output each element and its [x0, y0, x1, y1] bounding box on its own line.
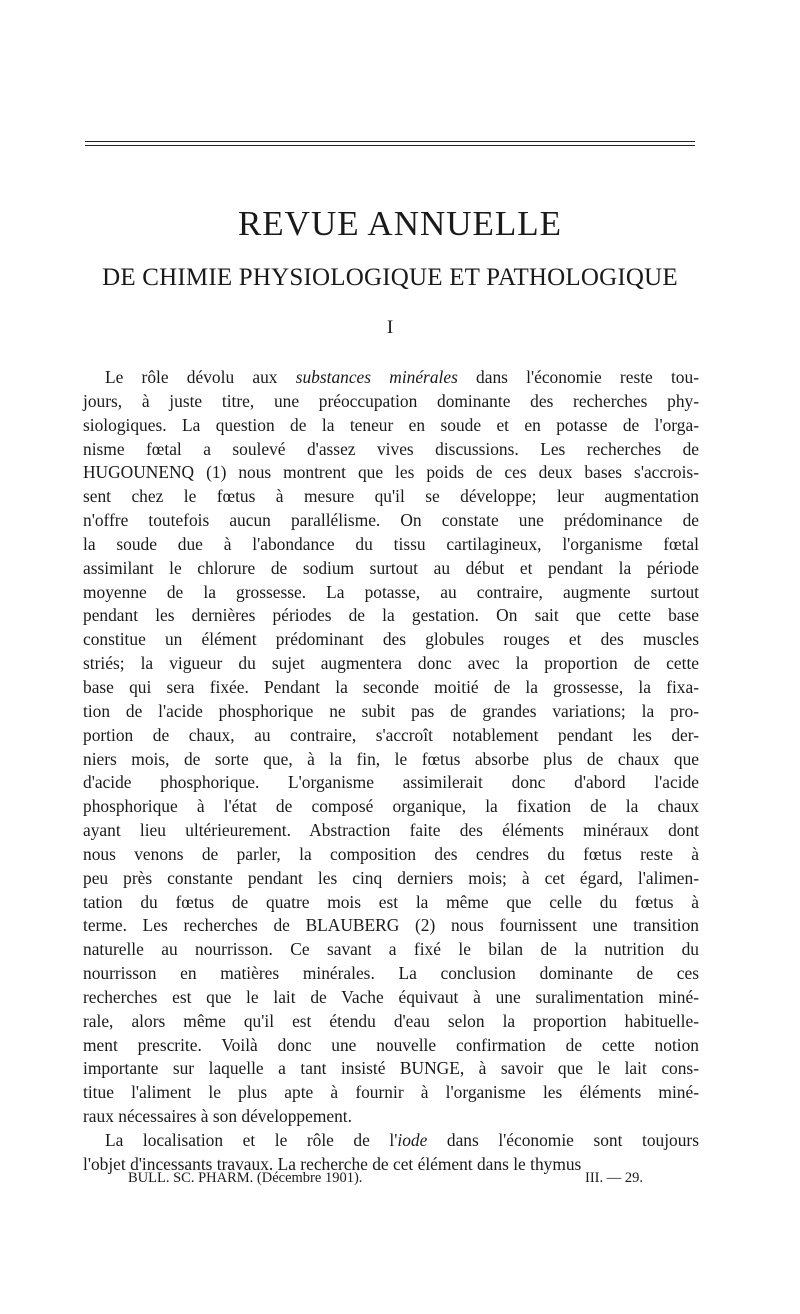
body-line: niers mois, de sorte que, à la fin, le fœtus absorbe plus de chaux que [83, 748, 699, 769]
body-line: ayant lieu ultérieurement. Abstraction faite des éléments minéraux dont [83, 820, 699, 841]
article-title: REVUE ANNUELLE [237, 204, 563, 243]
body-line: nourrisson en matières minérales. La conclusion dominante de ces [83, 963, 699, 984]
body-line: importante sur laquelle a tant insisté BUNGE, à savoir que le lait cons- [83, 1058, 699, 1079]
body-line: siologiques. La question de la teneur en soude et en potasse de l'orga- [83, 414, 699, 435]
body-line: n'offre toutefois aucun parallélisme. On constate une prédominance de [83, 510, 699, 531]
body-line: constitue un élément prédominant des globules rouges et des muscles [83, 629, 699, 650]
body-line: nisme fœtal a soulevé d'assez vives discussions. Les recherches de [83, 438, 699, 459]
body-line: titue l'aliment le plus apte à fournir à l'organisme les éléments miné- [83, 1082, 699, 1103]
body-line: assimilant le chlorure de sodium surtout au début et pendant la période [83, 557, 699, 578]
body-line: terme. Les recherches de BLAUBERG (2) nous fournissent une transition [83, 915, 699, 936]
body-line: naturelle au nourrisson. Ce savant a fixé le bilan de la nutrition du [83, 939, 699, 960]
body-line: Le rôle dévolu aux substances minérales dans l'économie reste tou- [105, 367, 699, 387]
body-line: HUGOUNENQ (1) nous montrent que les poids de ces deux bases s'accrois- [83, 462, 699, 483]
signature-mark: III. — 29. [585, 1170, 643, 1186]
body-text [83, 366, 699, 1177]
body-line: base qui sera fixée. Pendant la seconde moitié de la grossesse, la fixa- [83, 676, 699, 697]
body-line: pendant les dernières périodes de la gestation. On sait que cette base [83, 605, 699, 626]
header-double-rule [85, 141, 695, 146]
body-line: peu près constante pendant les cinq derniers mois; à cet égard, l'alimen- [83, 867, 699, 888]
body-line: l'objet d'incessants travaux. La recherche de cet élément dans le thymus [83, 1153, 582, 1174]
body-line: recherches est que le lait de Vache équivaut à une suralimentation miné- [83, 986, 699, 1007]
header-rule-bottom [85, 145, 695, 146]
body-line: jours, à juste titre, une préoccupation dominante des recherches phy- [83, 390, 699, 411]
body-line: nous venons de parler, la composition des cendres du fœtus reste à [83, 843, 699, 864]
body-line: La localisation et le rôle de l'iode dans l'économie sont toujours [105, 1130, 699, 1150]
body-line: phosphorique à l'état de composé organique, la fixation de la chaux [83, 796, 699, 817]
page-footer [0, 1170, 800, 1194]
body-line: striés; la vigueur du sujet augmentera donc avec la proportion de cette [83, 653, 699, 674]
header-rule-top [85, 141, 695, 142]
body-line: rale, alors même qu'il est étendu d'eau selon la proportion habituelle- [83, 1010, 699, 1031]
body-line: d'acide phosphorique. L'organisme assimilerait donc d'abord l'acide [83, 772, 699, 793]
body-line: portion de chaux, au contraire, s'accroît notablement pendant les der- [83, 724, 699, 745]
body-line: tation du fœtus de quatre mois est la même que celle du fœtus à [83, 891, 699, 912]
body-line: tion de l'acide phosphorique ne subit pas de grandes variations; la pro- [83, 700, 699, 721]
section-number: I [386, 317, 394, 338]
journal-reference: BULL. SC. PHARM. (Décembre 1901). [128, 1170, 363, 1186]
body-line: raux nécessaires à son développement. [83, 1106, 352, 1127]
body-line: ment prescrite. Voilà donc une nouvelle confirmation de cette notion [83, 1034, 699, 1055]
body-line: la soude due à l'abondance du tissu cartilagineux, l'organisme fœtal [83, 533, 699, 554]
body-line: moyenne de la grossesse. La potasse, au contraire, augmente surtout [83, 581, 699, 602]
article-subtitle: DE CHIMIE PHYSIOLOGIQUE ET PATHOLOGIQUE [102, 264, 678, 291]
body-line: sent chez le fœtus à mesure qu'il se développe; leur augmentation [83, 486, 699, 507]
